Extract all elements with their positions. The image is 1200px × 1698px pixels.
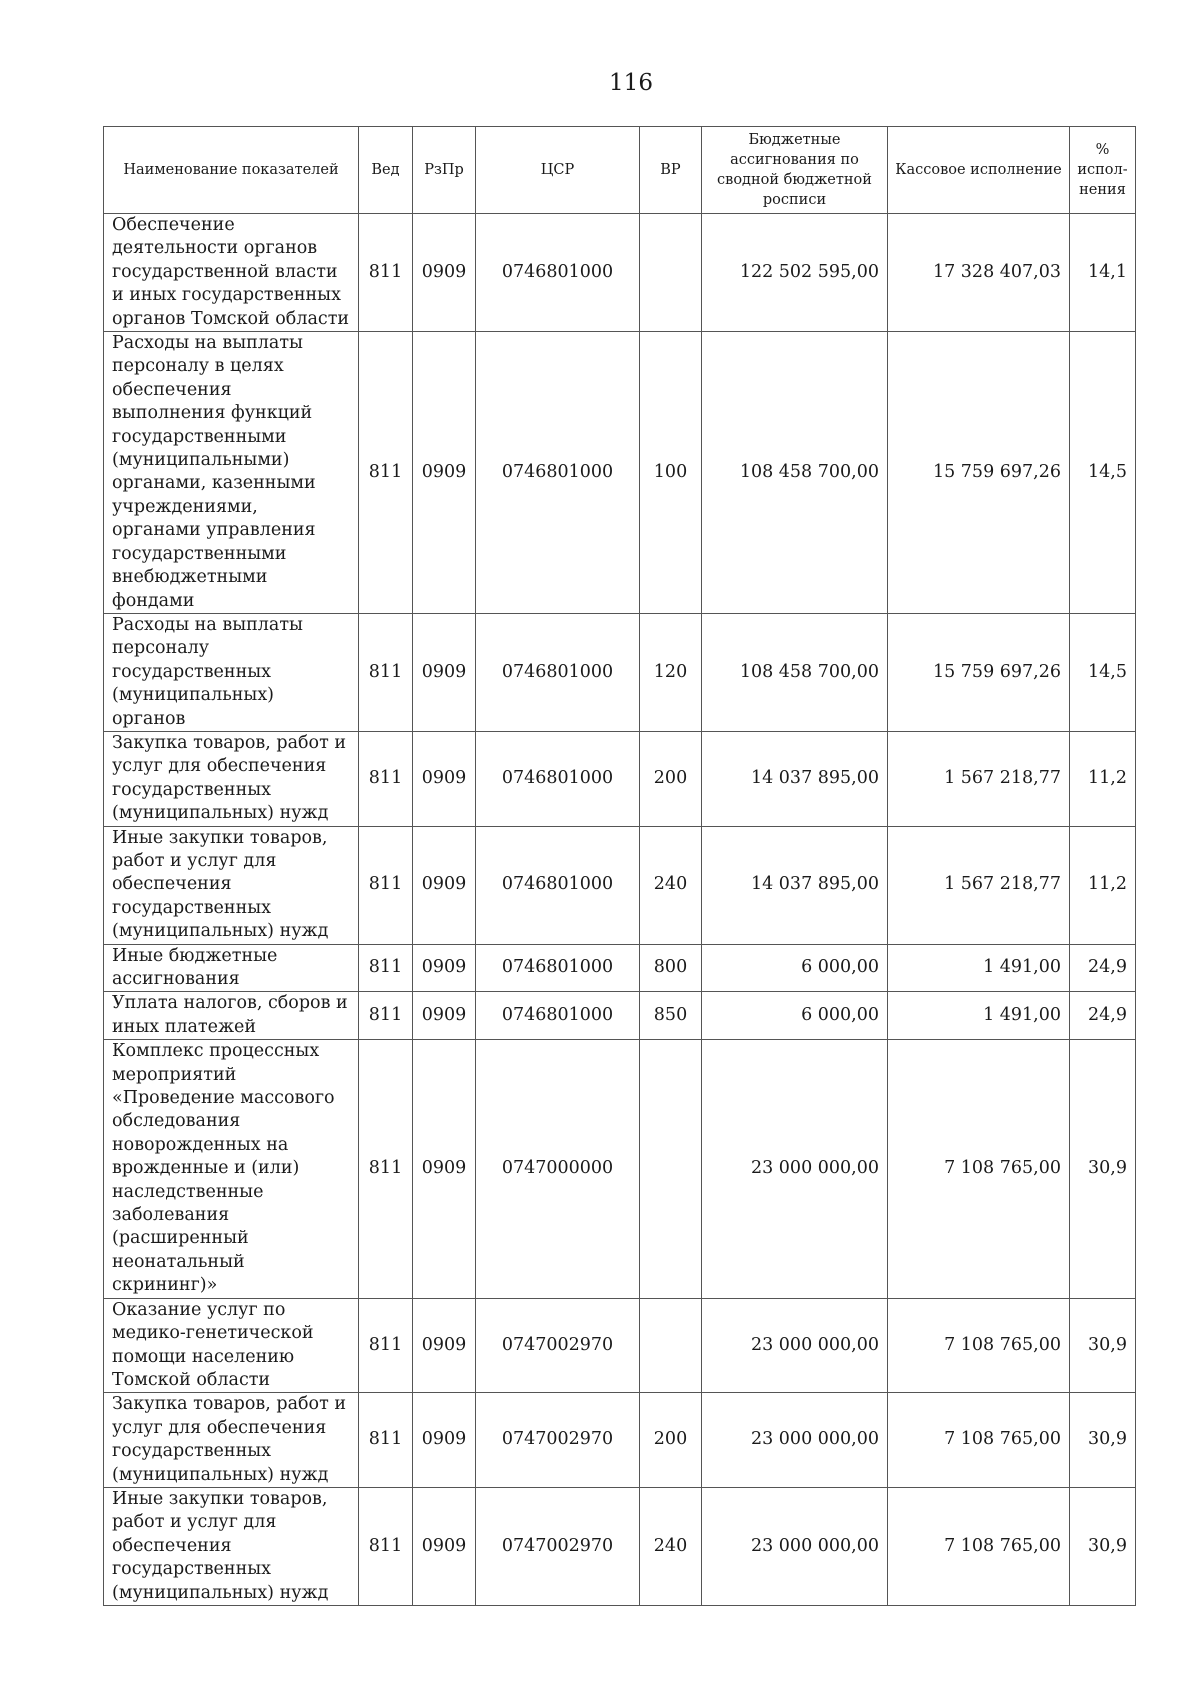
row-percent: 14,5 [1070, 332, 1136, 614]
row-rzpr: 0909 [413, 1487, 476, 1605]
header-csr: ЦСР [476, 127, 640, 214]
table-row [104, 332, 1136, 614]
row-budget: 108 458 700,00 [702, 332, 888, 614]
row-csr: 0746801000 [476, 944, 640, 992]
row-vr: 200 [640, 1393, 702, 1488]
row-csr: 0746801000 [476, 992, 640, 1040]
row-rzpr: 0909 [413, 1298, 476, 1393]
row-ved: 811 [359, 992, 413, 1040]
row-csr: 0747002970 [476, 1487, 640, 1605]
table-row [104, 944, 1136, 992]
row-csr: 0746801000 [476, 332, 640, 614]
row-name: Иные закупки товаров, работ и услуг для обеспечения государственных (муниципальных) нужд [104, 1487, 359, 1605]
row-name: Расходы на выплаты персоналу государственных (муниципальных) органов [104, 613, 359, 731]
row-budget: 23 000 000,00 [702, 1487, 888, 1605]
row-ved: 811 [359, 731, 413, 826]
row-vr [640, 1298, 702, 1393]
row-vr: 850 [640, 992, 702, 1040]
header-vr: ВР [640, 127, 702, 214]
row-ved: 811 [359, 332, 413, 614]
row-cash: 17 328 407,03 [888, 214, 1070, 332]
row-cash: 7 108 765,00 [888, 1040, 1070, 1298]
table-row [104, 1040, 1136, 1298]
row-cash: 7 108 765,00 [888, 1393, 1070, 1488]
row-rzpr: 0909 [413, 992, 476, 1040]
row-rzpr: 0909 [413, 332, 476, 614]
table-row [104, 1487, 1136, 1605]
row-percent: 30,9 [1070, 1040, 1136, 1298]
row-csr: 0746801000 [476, 214, 640, 332]
table-row [104, 826, 1136, 944]
row-vr [640, 1040, 702, 1298]
row-budget: 14 037 895,00 [702, 826, 888, 944]
table-row [104, 613, 1136, 731]
header-ved: Вед [359, 127, 413, 214]
row-vr: 120 [640, 613, 702, 731]
row-vr: 240 [640, 826, 702, 944]
header-cash-execution: Кассовое исполнение [888, 127, 1070, 214]
row-cash: 1 491,00 [888, 992, 1070, 1040]
row-budget: 108 458 700,00 [702, 613, 888, 731]
row-budget: 122 502 595,00 [702, 214, 888, 332]
row-vr: 800 [640, 944, 702, 992]
row-cash: 7 108 765,00 [888, 1298, 1070, 1393]
row-name: Закупка товаров, работ и услуг для обеспечения государственных (муниципальных) нужд [104, 1393, 359, 1488]
row-percent: 11,2 [1070, 826, 1136, 944]
row-csr: 0746801000 [476, 731, 640, 826]
row-budget: 6 000,00 [702, 992, 888, 1040]
row-name: Иные бюджетные ассигнования [104, 944, 359, 992]
table-header-row [104, 127, 1136, 214]
header-budget-allocations: Бюджетные ассигнования по сводной бюджетной росписи [702, 127, 888, 214]
row-name: Закупка товаров, работ и услуг для обеспечения государственных (муниципальных) нужд [104, 731, 359, 826]
budget-execution-table [103, 126, 1136, 1606]
row-ved: 811 [359, 1487, 413, 1605]
row-csr: 0746801000 [476, 826, 640, 944]
row-vr: 240 [640, 1487, 702, 1605]
row-rzpr: 0909 [413, 944, 476, 992]
row-rzpr: 0909 [413, 826, 476, 944]
header-indicator-name: Наименование показателей [104, 127, 359, 214]
row-budget: 14 037 895,00 [702, 731, 888, 826]
row-name: Оказание услуг по медико-генетической помощи населению Томской области [104, 1298, 359, 1393]
row-cash: 1 491,00 [888, 944, 1070, 992]
row-cash: 1 567 218,77 [888, 731, 1070, 826]
row-cash: 7 108 765,00 [888, 1487, 1070, 1605]
row-percent: 30,9 [1070, 1298, 1136, 1393]
table-row [104, 992, 1136, 1040]
row-rzpr: 0909 [413, 613, 476, 731]
row-name: Иные закупки товаров, работ и услуг для обеспечения государственных (муниципальных) нужд [104, 826, 359, 944]
row-budget: 23 000 000,00 [702, 1040, 888, 1298]
row-vr [640, 214, 702, 332]
row-csr: 0747000000 [476, 1040, 640, 1298]
row-vr: 100 [640, 332, 702, 614]
row-ved: 811 [359, 214, 413, 332]
row-name: Уплата налогов, сборов и иных платежей [104, 992, 359, 1040]
row-ved: 811 [359, 1298, 413, 1393]
row-percent: 14,5 [1070, 613, 1136, 731]
row-ved: 811 [359, 944, 413, 992]
row-rzpr: 0909 [413, 1393, 476, 1488]
table-row [104, 1298, 1136, 1393]
row-csr: 0747002970 [476, 1393, 640, 1488]
row-budget: 23 000 000,00 [702, 1393, 888, 1488]
row-cash: 1 567 218,77 [888, 826, 1070, 944]
row-percent: 11,2 [1070, 731, 1136, 826]
row-rzpr: 0909 [413, 731, 476, 826]
row-percent: 14,1 [1070, 214, 1136, 332]
row-ved: 811 [359, 1393, 413, 1488]
row-percent: 30,9 [1070, 1487, 1136, 1605]
row-cash: 15 759 697,26 [888, 332, 1070, 614]
row-percent: 30,9 [1070, 1393, 1136, 1488]
row-budget: 6 000,00 [702, 944, 888, 992]
table-row [104, 214, 1136, 332]
row-name: Обеспечение деятельности органов государственной власти и иных государственных органов Томской области [104, 214, 359, 332]
row-percent: 24,9 [1070, 992, 1136, 1040]
row-name: Комплекс процессных мероприятий «Проведение массового обследования новорожденных на врожденные и (или) наследственные заболевания (расширенный неонатальный скрининг)» [104, 1040, 359, 1298]
table-row [104, 1393, 1136, 1488]
row-csr: 0746801000 [476, 613, 640, 731]
row-budget: 23 000 000,00 [702, 1298, 888, 1393]
row-ved: 811 [359, 1040, 413, 1298]
row-rzpr: 0909 [413, 214, 476, 332]
table-row [104, 731, 1136, 826]
header-rzpr: РзПр [413, 127, 476, 214]
row-name: Расходы на выплаты персоналу в целях обеспечения выполнения функций государственными (муниципальными) органами, казенными учреждениями, органами управления государственными внебюджетными фондами [104, 332, 359, 614]
header-execution-percent: % испол-нения [1070, 127, 1136, 214]
row-csr: 0747002970 [476, 1298, 640, 1393]
row-vr: 200 [640, 731, 702, 826]
row-rzpr: 0909 [413, 1040, 476, 1298]
page-number: 116 [609, 70, 653, 96]
row-ved: 811 [359, 826, 413, 944]
row-percent: 24,9 [1070, 944, 1136, 992]
row-cash: 15 759 697,26 [888, 613, 1070, 731]
row-ved: 811 [359, 613, 413, 731]
